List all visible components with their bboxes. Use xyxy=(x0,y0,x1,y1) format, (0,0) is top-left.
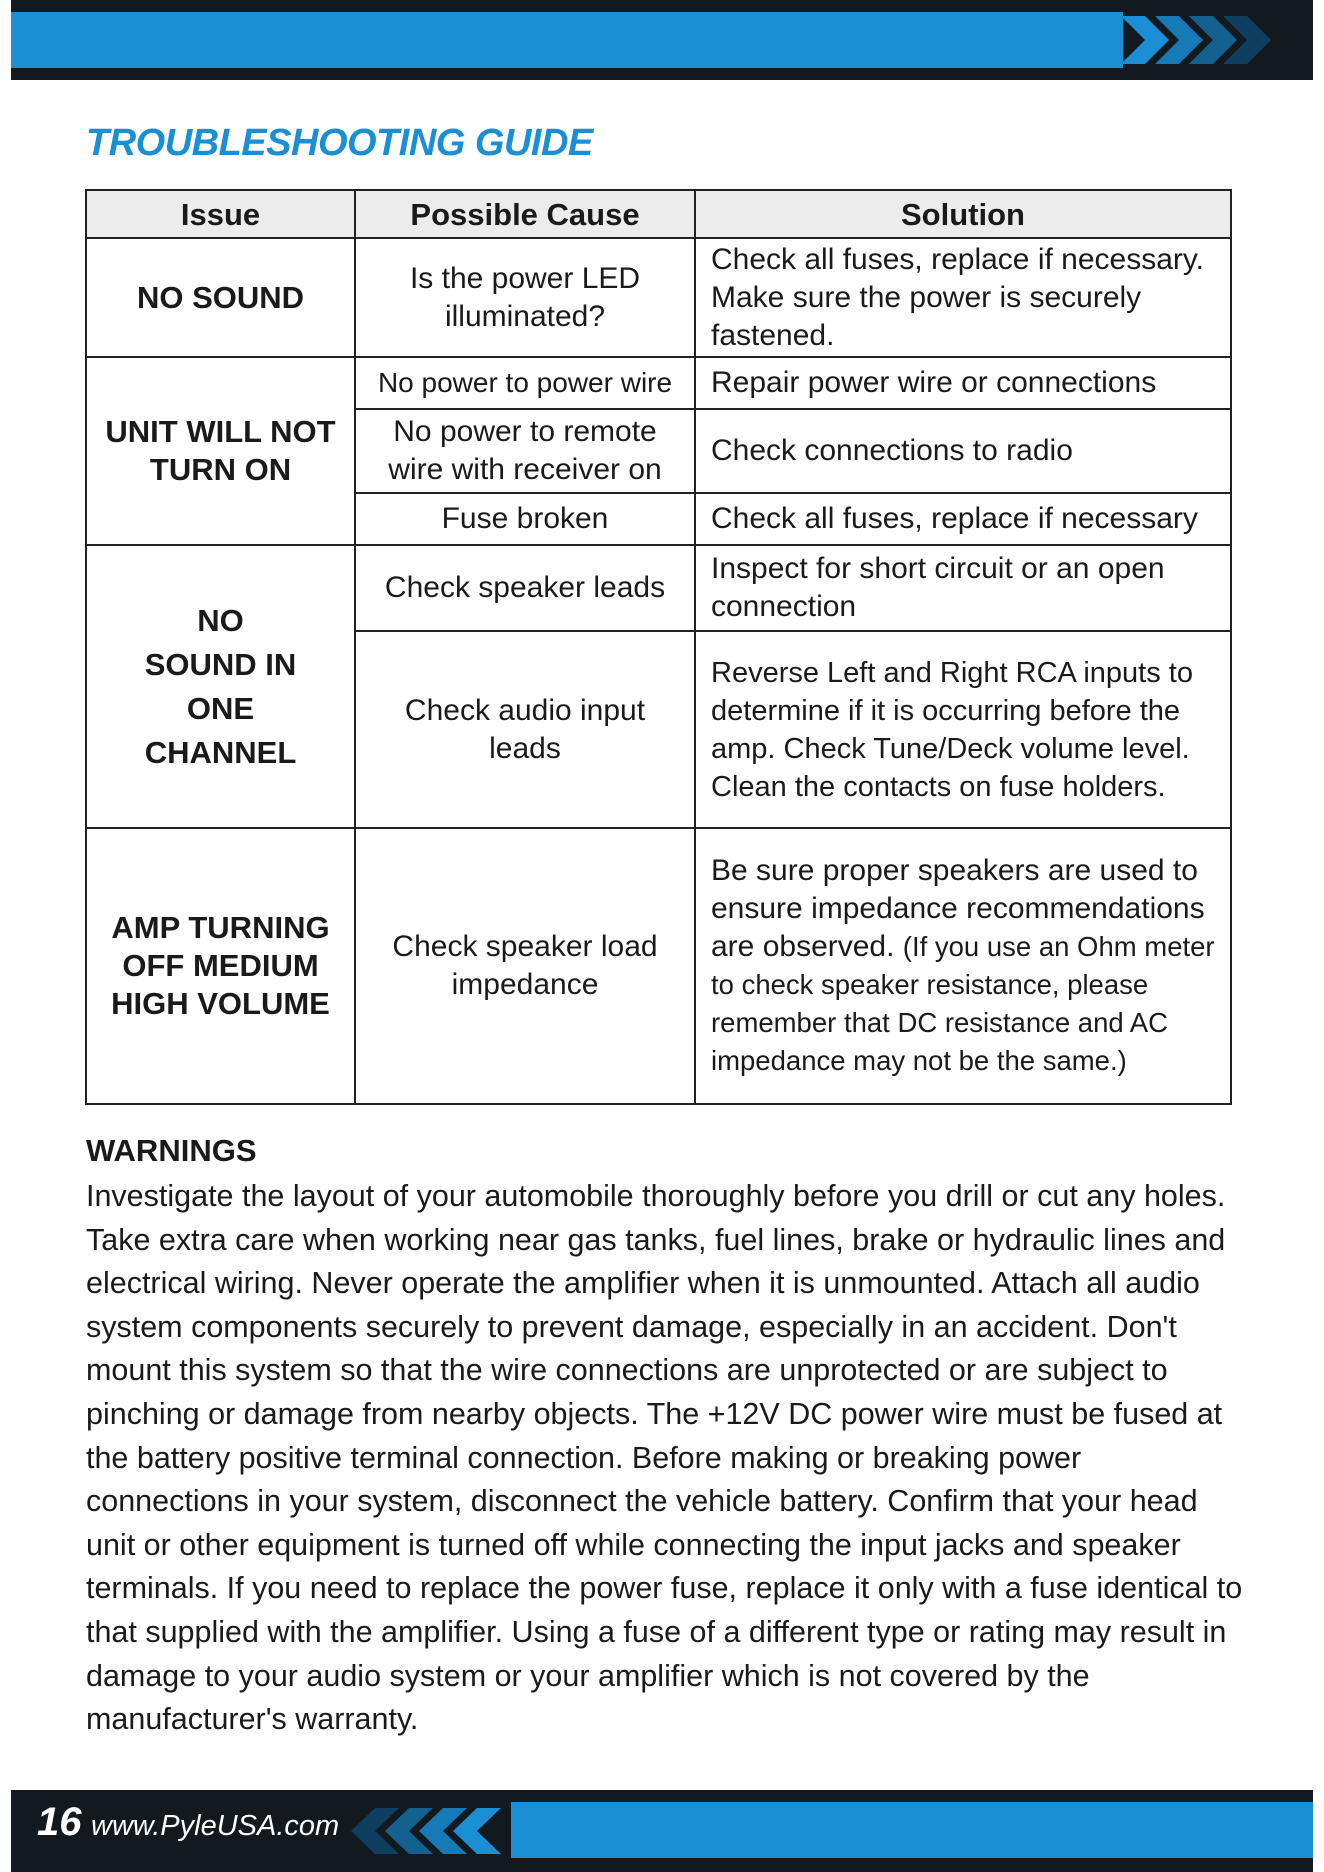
issue-cell: NO SOUND xyxy=(86,238,355,357)
cause-cell: No power to power wire xyxy=(355,357,695,409)
table-row xyxy=(86,357,1231,409)
chevrons-right-icon xyxy=(1111,8,1311,72)
footer-band xyxy=(11,1790,1313,1872)
page-number: 16 xyxy=(37,1800,82,1844)
cause-cell: Check speaker load impedance xyxy=(355,828,695,1104)
warnings-body: Investigate the layout of your automobile thoroughly before you drill or cut any holes. Take extra care when working near gas tanks, fuel lines, brake or hydraulic lines and electrical wiring. Never operate the amplifier when it is unmounted. Attach all audio system components securely to prevent damage, especially in an accident. Don't mount this system so that the wire connections are unprotected or are subject to pinching or damage from nearby objects. The +12V DC power wire must be fused at the battery positive terminal connection. Before making or breaking power connections in your system, disconnect the vehicle battery. Confirm that your head unit or other equipment is turned off while connecting the input jacks and speaker terminals. If you need to replace the power fuse, replace it only with a fuse identical to that supplied with the amplifier. Using a fuse of a different type or rating may result in damage to your audio system or your amplifier which is not covered by the manufacturer's warranty. xyxy=(86,1179,1243,1737)
table-row xyxy=(86,828,1231,1104)
header-blue-bar xyxy=(11,12,1123,68)
website-url: www.PyleUSA.com xyxy=(91,1810,340,1842)
issue-cell: NO SOUND IN ONE CHANNEL xyxy=(86,545,355,828)
header-band xyxy=(11,0,1313,80)
column-header-issue: Issue xyxy=(86,190,355,238)
solution-cell: Repair power wire or connections xyxy=(695,357,1231,409)
cause-cell: Check speaker leads xyxy=(355,545,695,631)
troubleshooting-table xyxy=(85,189,1232,1105)
table-header-row xyxy=(86,190,1231,238)
warnings-heading: WARNINGS xyxy=(86,1133,257,1168)
solution-cell: Check connections to radio xyxy=(695,409,1231,493)
table-row xyxy=(86,545,1231,631)
cause-cell: No power to remote wire with receiver on xyxy=(355,409,695,493)
issue-cell: UNIT WILL NOT TURN ON xyxy=(86,357,355,545)
cause-cell: Is the power LED illuminated? xyxy=(355,238,695,357)
solution-text: Be sure proper speakers are used to ensure impedance recommendations are observed. xyxy=(711,854,1205,963)
solution-cell xyxy=(695,828,1231,1104)
solution-cell: Inspect for short circuit or an open connection xyxy=(695,545,1231,631)
solution-cell: Check all fuses, replace if necessary xyxy=(695,493,1231,545)
issue-cell: AMP TURNING OFF MEDIUM HIGH VOLUME xyxy=(86,828,355,1104)
page-title: TROUBLESHOOTING GUIDE xyxy=(86,122,593,164)
table-row xyxy=(86,238,1231,357)
solution-note: (If you use an Ohm meter to check speaker resistance, please remember that DC resistance and AC impedance may not be the same.) xyxy=(711,931,1215,1076)
cause-cell: Check audio input leads xyxy=(355,631,695,828)
column-header-cause: Possible Cause xyxy=(355,190,695,238)
column-header-solution: Solution xyxy=(695,190,1231,238)
cause-cell: Fuse broken xyxy=(355,493,695,545)
chevrons-left-icon xyxy=(351,1800,551,1862)
solution-cell: Reverse Left and Right RCA inputs to determine if it is occurring before the amp. Check Tune/Deck volume level. Clean the contacts on fuse holders. xyxy=(695,631,1231,828)
footer-blue-bar xyxy=(511,1802,1313,1858)
solution-cell: Check all fuses, replace if necessary. Make sure the power is securely fastened. xyxy=(695,238,1231,357)
